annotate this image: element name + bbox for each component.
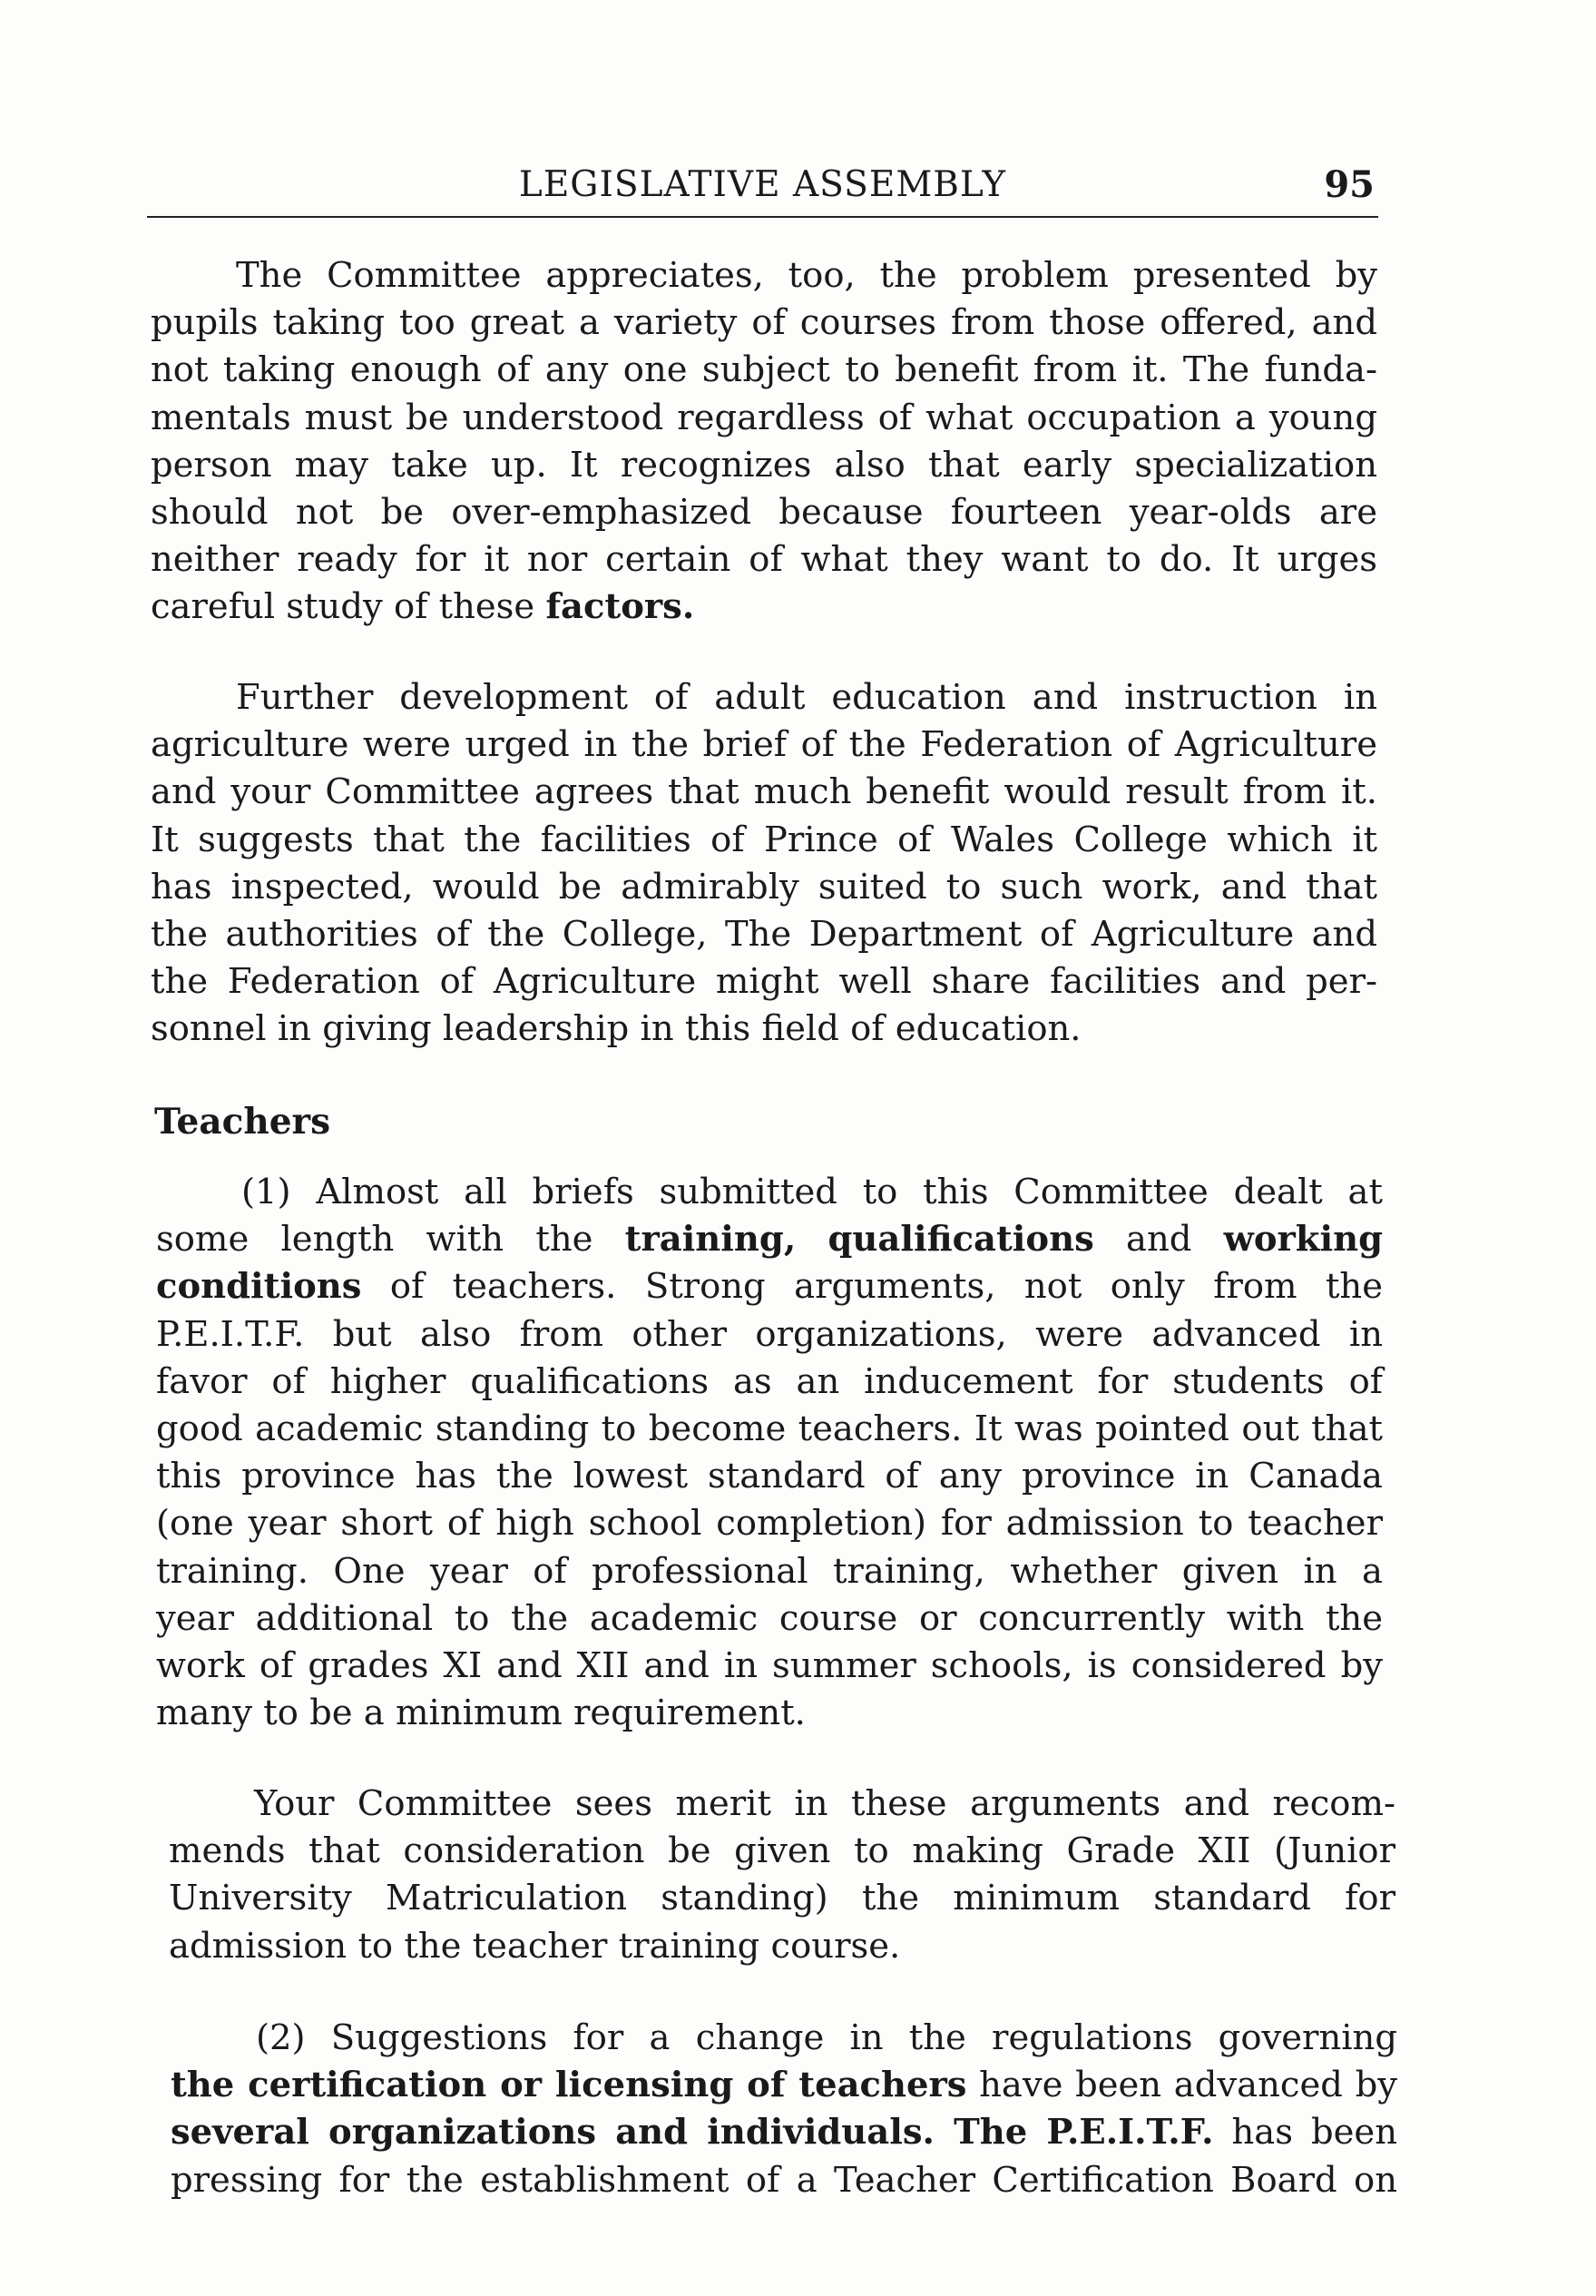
text-line: The Committee appreciates, too, the problem presented by xyxy=(236,255,1377,296)
text-line: training. One year of professional training, whether given in a xyxy=(156,1550,1383,1592)
text-line: Further development of adult education and instruction in xyxy=(236,677,1377,718)
paragraph-adult-education xyxy=(151,674,1377,1054)
bold-term: working xyxy=(1223,1219,1383,1261)
bold-term: training, xyxy=(624,1219,797,1261)
paragraph-recommendation xyxy=(169,1781,1395,1970)
page-header xyxy=(147,162,1378,218)
paragraph-certification xyxy=(171,2015,1397,2204)
bold-term: factors. xyxy=(545,586,695,628)
text-line: this province has the lowest standard of any province in Canada xyxy=(156,1456,1383,1497)
text-line xyxy=(151,584,1377,631)
text-line: good academic standing to become teachers. It was pointed out that xyxy=(156,1408,1383,1449)
page-number: 95 xyxy=(1324,163,1375,206)
text-line: mentals must be understood regardless of what occupation a young xyxy=(151,397,1377,438)
text-line: P.E.I.T.F. but also from other organizations, were advanced in xyxy=(156,1313,1383,1355)
text-run: have been advanced by xyxy=(966,2065,1397,2106)
text-line: person may take up. It recognizes also that early specialization xyxy=(151,444,1377,486)
text-line: work of grades XI and XII and in summer schools, is considered by xyxy=(156,1644,1383,1686)
text-line: pressing for the establishment of a Teacher Certification Board on xyxy=(171,2159,1397,2201)
text-line: the authorities of the College, The Department of Agriculture and xyxy=(151,913,1377,955)
text-line: Your Committee sees merit in these arguments and recom- xyxy=(254,1783,1395,1824)
text-line: not taking enough of any one subject to benefit from it. The funda- xyxy=(151,349,1377,391)
text-line: pupils taking too great a variety of courses from those offered, and xyxy=(151,302,1377,344)
text-line: It suggests that the facilities of Prince of Wales College which it xyxy=(151,819,1377,860)
section-heading: Teachers xyxy=(154,1101,331,1143)
text-line: neither ready for it nor certain of what they want to do. It urges xyxy=(151,539,1377,581)
text-line: agriculture were urged in the brief of the Federation of Agriculture xyxy=(151,724,1377,766)
text-line: the Federation of Agriculture might well share facilities and per- xyxy=(151,961,1377,1003)
text-run: some length with the xyxy=(156,1219,625,1261)
bold-term: the certification or licensing of teachers xyxy=(171,2065,967,2106)
paragraph-curriculum xyxy=(151,252,1377,632)
text-line: mends that consideration be given to making Grade XII (Junior xyxy=(169,1830,1395,1872)
text-line: and your Committee agrees that much benefit would result from it. xyxy=(151,771,1377,813)
text-line: admission to the teacher training course. xyxy=(169,1925,901,1967)
text-line: (2) Suggestions for a change in the regulations governing xyxy=(256,2017,1397,2058)
running-head: LEGISLATIVE ASSEMBLY xyxy=(518,164,1007,205)
text-line: has inspected, would be admirably suited to such work, and that xyxy=(151,866,1377,908)
bold-term: conditions xyxy=(156,1266,362,1308)
bold-term: several organizations and individuals. The P.E.I.T.F. xyxy=(171,2112,1214,2154)
text-line: (1) Almost all briefs submitted to this Committee dealt at xyxy=(241,1172,1383,1212)
text-run: has been xyxy=(1213,2112,1397,2154)
text-run: of teachers. Strong arguments, not only from the xyxy=(361,1266,1383,1308)
text-line: University Matriculation standing) the minimum standard for xyxy=(169,1878,1395,1919)
text-line: (one year short of high school completion) for admission to teacher xyxy=(156,1503,1383,1545)
text-line xyxy=(156,1263,1383,1310)
text-run: and xyxy=(1093,1219,1224,1261)
paragraph-teacher-training xyxy=(156,1169,1383,1737)
text-line xyxy=(156,1216,1383,1263)
text-line: sonnel in giving leadership in this field of education. xyxy=(151,1008,1082,1050)
text-run: careful study of these xyxy=(151,586,546,628)
text-line xyxy=(171,2062,1397,2109)
text-line: year additional to the academic course or concurrently with the xyxy=(156,1597,1383,1639)
text-line: favor of higher qualifications as an inducement for students of xyxy=(156,1360,1383,1402)
text-line: should not be over-emphasized because fourteen year-olds are xyxy=(151,491,1377,533)
text-line xyxy=(171,2109,1397,2156)
text-run xyxy=(796,1219,827,1260)
bold-term: qualifications xyxy=(827,1219,1094,1261)
text-line: many to be a minimum requirement. xyxy=(156,1693,806,1734)
